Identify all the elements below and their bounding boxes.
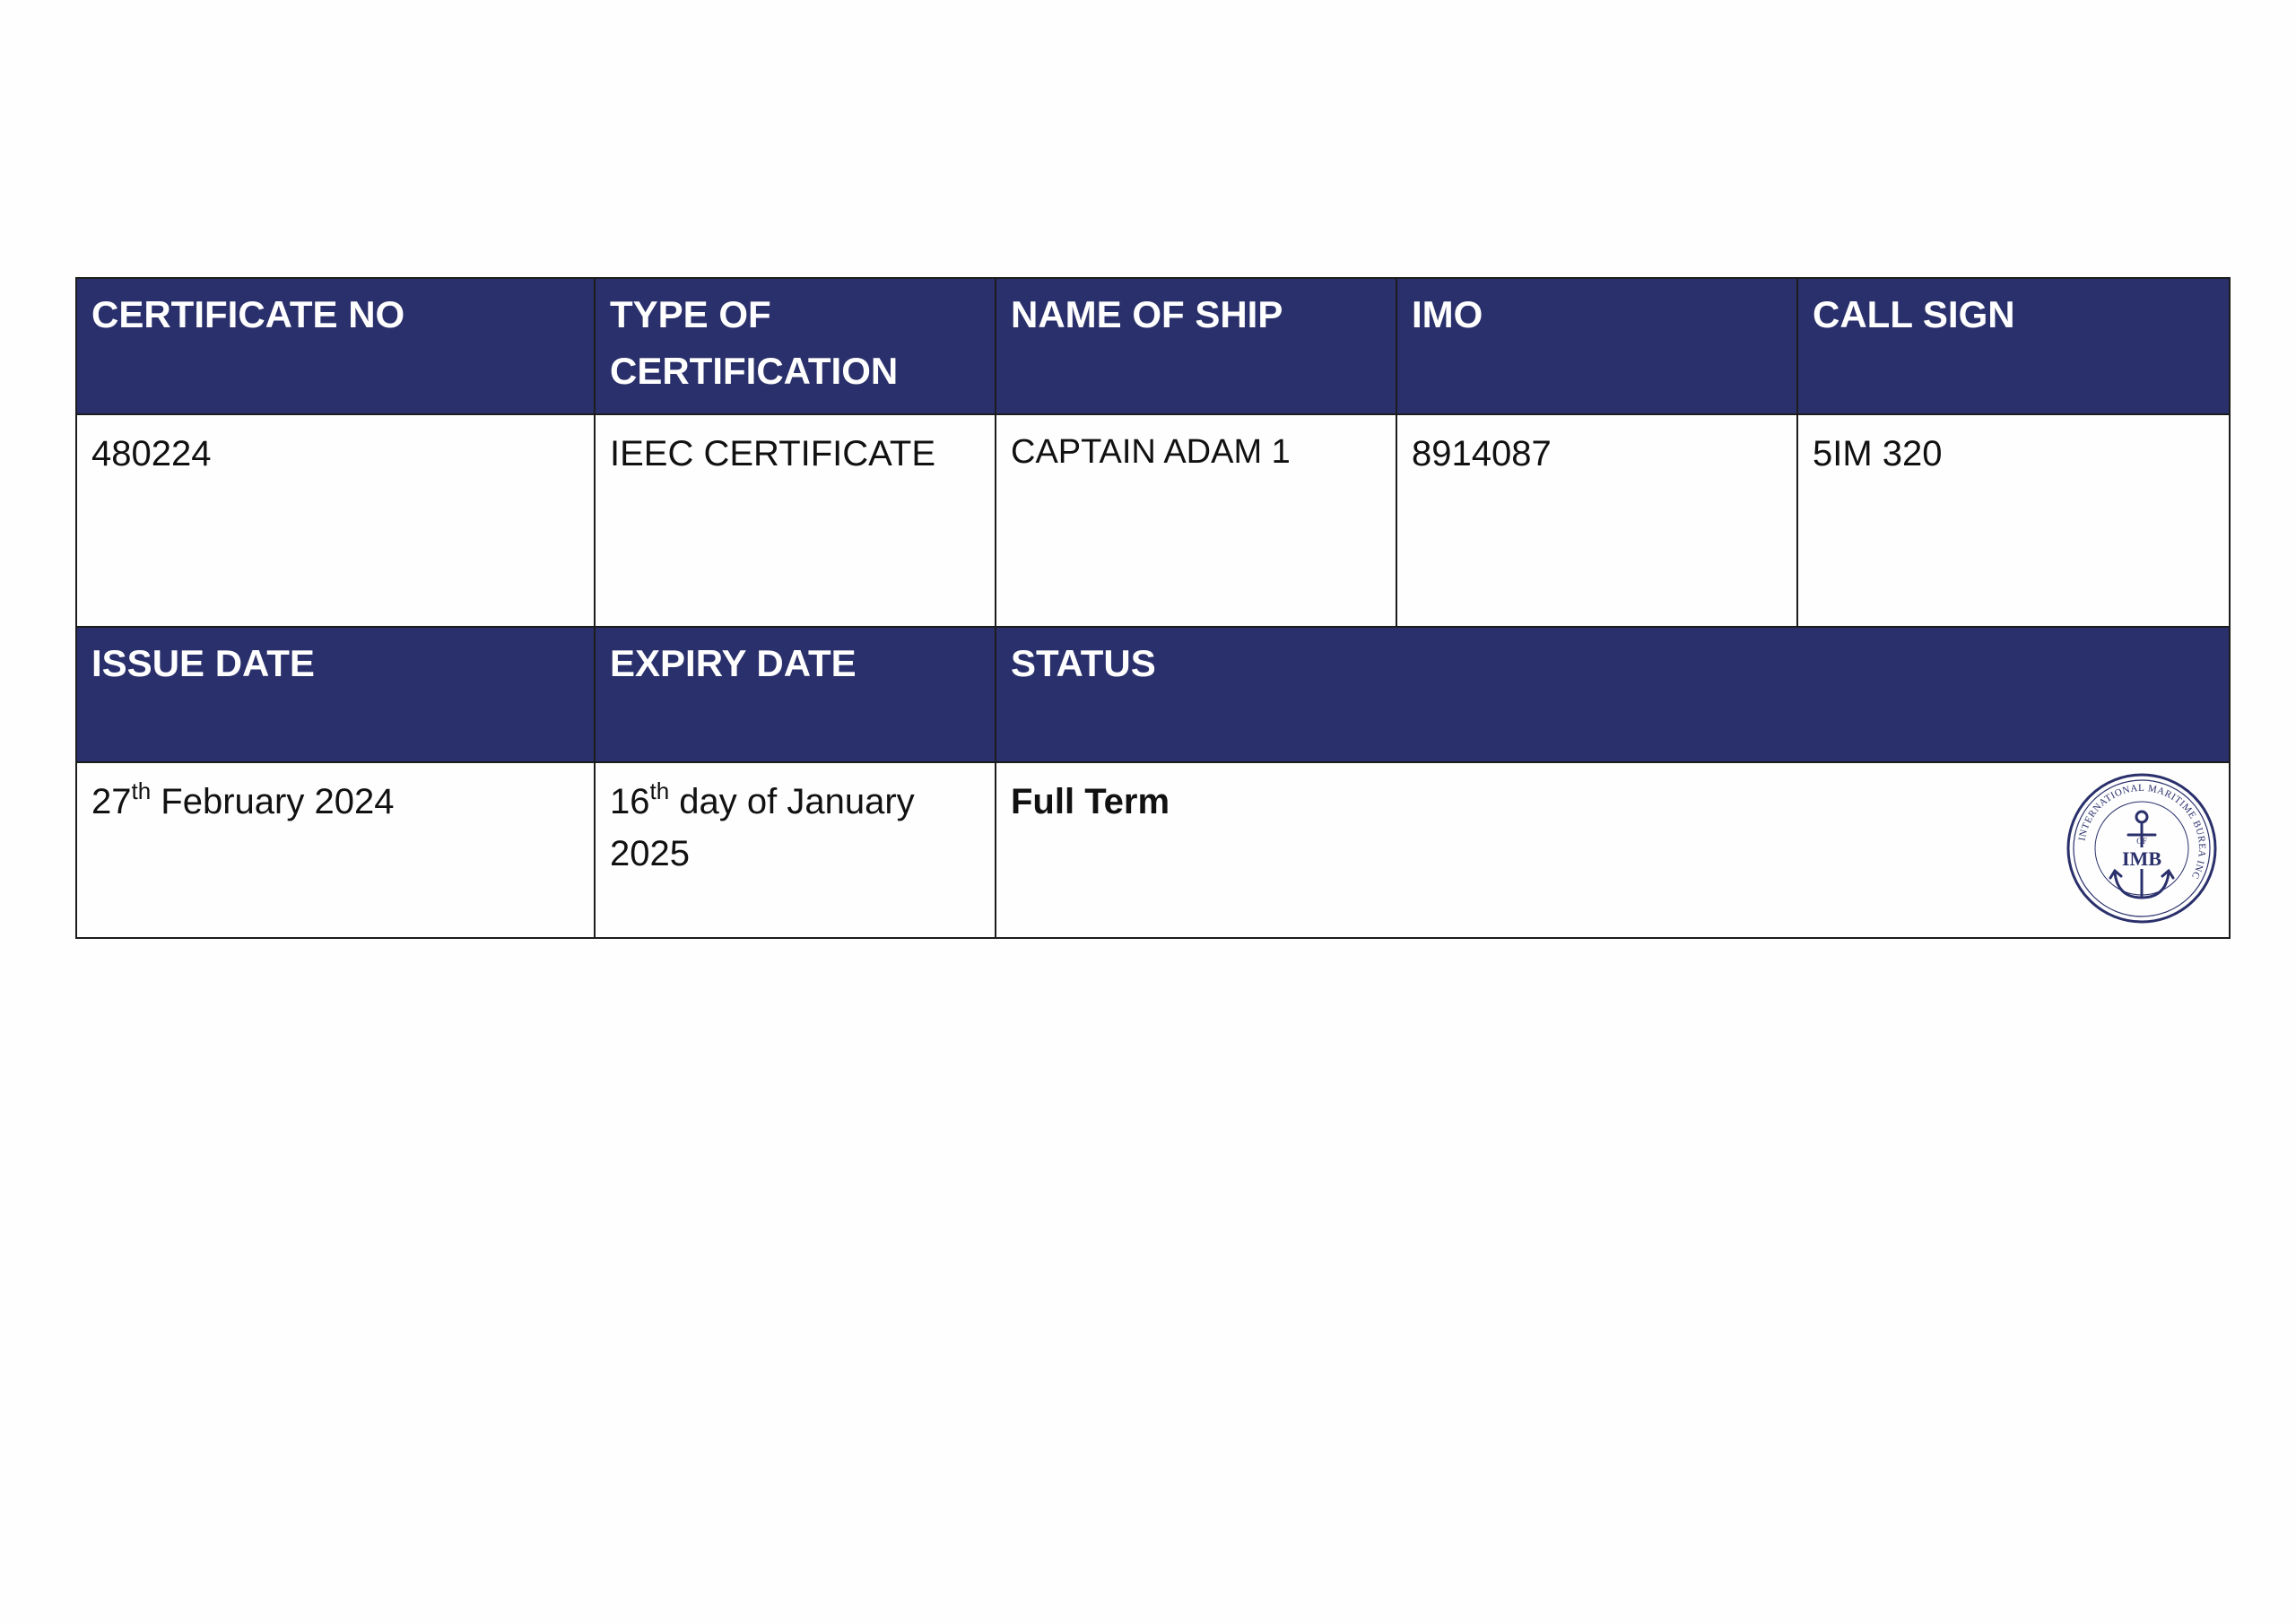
status-value-cell (996, 762, 2230, 938)
seal-center-text: IMB (2122, 847, 2161, 870)
name-of-ship-header: NAME OF SHIP (996, 278, 1396, 414)
value-row-2 (76, 762, 2230, 938)
expiry-date-suffix: th (649, 777, 670, 804)
imb-seal (2066, 772, 2218, 925)
certificate-no-header: CERTIFICATE NO (76, 278, 595, 414)
seal-ring-text: INTERNATIONAL MARITIME BUREA INC (2076, 782, 2208, 881)
issue-date-value (76, 762, 595, 938)
expiry-date-header: EXPIRY DATE (595, 627, 996, 762)
expiry-date-rest: day of January 2025 (610, 782, 915, 873)
seal-small-text: OF (2136, 837, 2147, 846)
expiry-date-value (595, 762, 996, 938)
imo-header: IMO (1396, 278, 1797, 414)
status-header: STATUS (996, 627, 2230, 762)
type-of-certification-header: TYPE OF CERTIFICATION (595, 278, 996, 414)
issue-date-rest: February 2024 (151, 782, 395, 821)
issue-date-day: 27 (91, 782, 132, 821)
name-of-ship-value: CAPTAIN ADAM 1 (996, 414, 1396, 627)
imo-value: 8914087 (1396, 414, 1797, 627)
value-row-1 (76, 414, 2230, 627)
certificate-no-value: 480224 (76, 414, 595, 627)
call-sign-value: 5IM 320 (1797, 414, 2230, 627)
issue-date-suffix: th (131, 777, 152, 804)
header-row-1 (76, 278, 2230, 414)
header-row-2 (76, 627, 2230, 762)
type-of-certification-value: IEEC CERTIFICATE (595, 414, 996, 627)
call-sign-header: CALL SIGN (1797, 278, 2230, 414)
issue-date-header: ISSUE DATE (76, 627, 595, 762)
certificate-table (75, 277, 2231, 939)
status-value: Full Term (1011, 782, 1170, 821)
expiry-date-day: 16 (610, 782, 650, 821)
